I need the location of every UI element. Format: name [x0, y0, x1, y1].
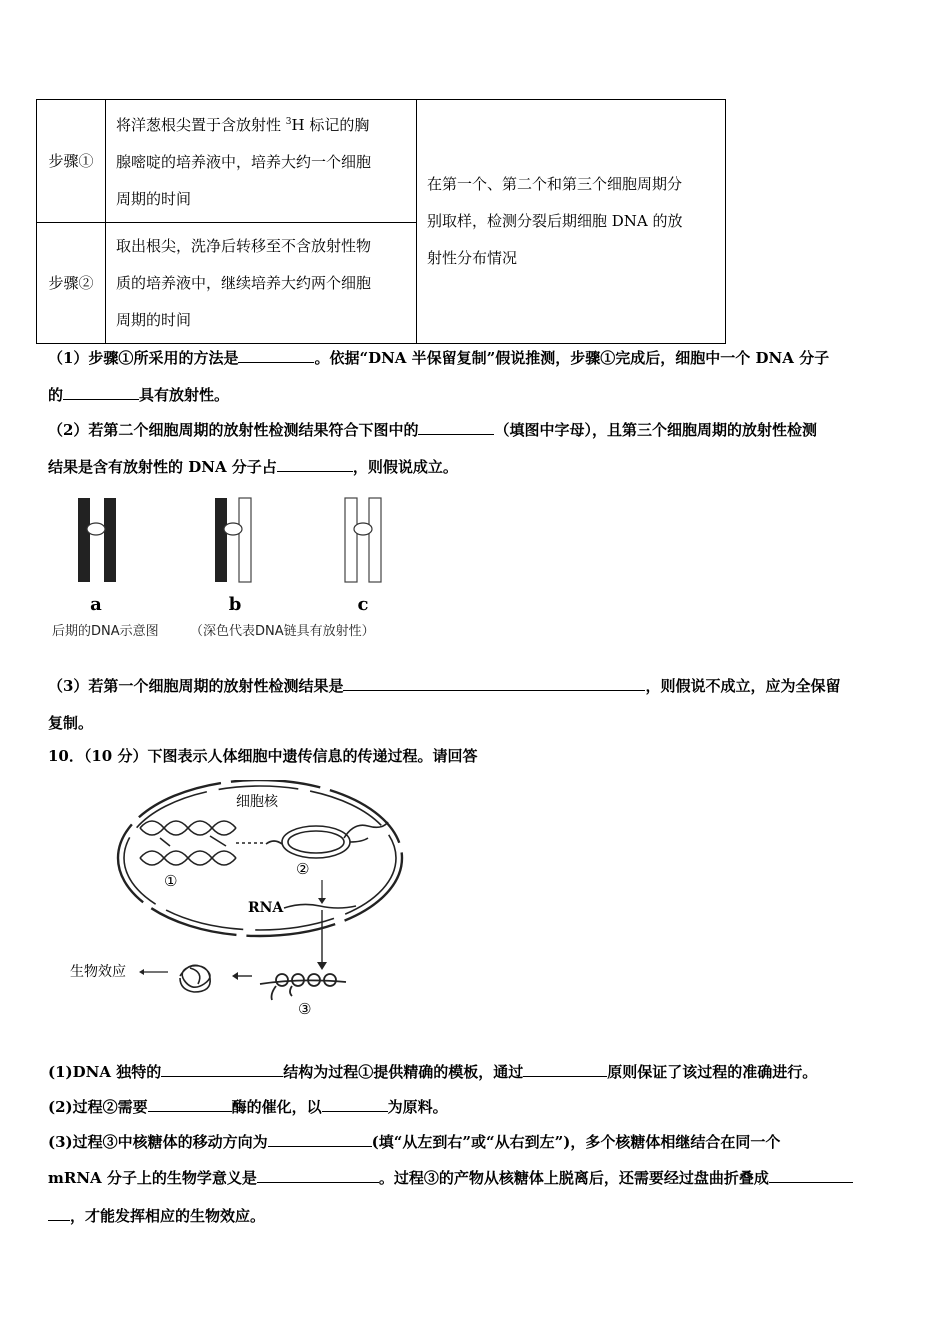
centromere-c: [354, 523, 372, 535]
result-description: 在第一个、第二个和第三个细胞周期分 别取样，检测分裂后期细胞 DNA 的放 射性分布情况: [417, 100, 726, 344]
answer-blank[interactable]: [322, 1097, 388, 1112]
step2-label: 步骤②: [37, 223, 106, 344]
answer-blank[interactable]: [148, 1097, 232, 1112]
q10-part3-line2: mRNA 分子上的生物学意义是 。过程③的产物从核糖体上脱离后，还需要经过盘曲折叠成: [48, 1168, 853, 1188]
step1-label: 步骤①: [37, 100, 106, 223]
cell-diagram: [60, 780, 420, 1030]
answer-blank[interactable]: [268, 1132, 372, 1147]
answer-blank[interactable]: [161, 1062, 283, 1077]
q9-part1-line2: 的 具有放射性。: [48, 386, 230, 404]
caption-left: 后期的DNA示意图: [52, 624, 159, 639]
answer-blank[interactable]: [418, 420, 494, 435]
folded-protein: [180, 965, 210, 992]
answer-blank[interactable]: [63, 385, 139, 400]
q9-part3-line1: （3）若第一个细胞周期的放射性检测结果是 ，则假说不成立，应为全保留: [48, 677, 841, 695]
answer-blank[interactable]: [769, 1168, 853, 1183]
q10-part3-line1: (3)过程③中核糖体的移动方向为 (填“从左到右”或“从右到左”)，多个核糖体相继结合在同一个: [48, 1133, 781, 1151]
q9-part1-line1: （1）步骤①所采用的方法是 。依据“DNA 半保留复制”假说推测，步骤①完成后，细胞中一个 DNA 分子: [48, 349, 830, 367]
q9-part2-line2: 结果是含有放射性的 DNA 分子占 ，则假说成立。: [48, 458, 458, 476]
export-arrowhead: [317, 962, 327, 970]
effect-arrowhead: [139, 969, 144, 975]
centromere-b: [224, 523, 242, 535]
answer-blank[interactable]: [238, 348, 314, 363]
dna-c: [345, 498, 381, 582]
dna-helix: [140, 821, 264, 865]
effect-label: 生物效应: [70, 964, 126, 980]
centromere-a: [87, 523, 105, 535]
dna-b: [215, 498, 251, 582]
answer-blank[interactable]: [257, 1168, 379, 1183]
q9-part3-line2: 复制。: [48, 714, 94, 732]
step1-description: 将洋葱根尖置于含放射性 $^3$H 标记的胸 腺嘧啶的培养液中，培养大约一个细胞 周期的时间: [106, 100, 417, 223]
transcription-bubble: [266, 822, 388, 858]
q10-part3-line3: ，才能发挥相应的生物效应。: [48, 1206, 265, 1226]
marker-3: ③: [298, 1000, 312, 1018]
dna-diagram: [48, 490, 408, 650]
dna-a: [78, 498, 116, 582]
answer-blank[interactable]: [343, 676, 645, 691]
label-a: a: [90, 594, 102, 615]
q10-title: 10．（10 分）下图表示人体细胞中遗传信息的传递过程。请回答: [48, 747, 478, 765]
q10-part1: (1)DNA 独特的 结构为过程①提供精确的模板，通过 原则保证了该过程的准确进行。: [48, 1063, 818, 1081]
caption-right: （深色代表DNA链具有放射性）: [190, 624, 375, 639]
fold-arrowhead: [232, 972, 238, 980]
marker-2: ②: [296, 860, 310, 878]
nucleus-label: 细胞核: [236, 794, 278, 810]
rna-label: RNA: [248, 900, 284, 916]
answer-blank[interactable]: [523, 1062, 607, 1077]
step2-description: 取出根尖，洗净后转移至不含放射性物 质的培养液中，继续培养大约两个细胞 周期的时间: [106, 223, 417, 344]
answer-blank[interactable]: [277, 457, 353, 472]
label-b: b: [228, 594, 242, 615]
rna-arrowhead: [318, 898, 326, 904]
experiment-table: [36, 99, 726, 344]
rna-strand: [284, 904, 356, 908]
label-c: c: [357, 594, 369, 615]
marker-1: ①: [164, 872, 178, 890]
ribosomes: [260, 974, 346, 1000]
answer-blank[interactable]: [48, 1206, 70, 1221]
q9-part2-line1: （2）若第二个细胞周期的放射性检测结果符合下图中的 （填图中字母），且第三个细胞周期的放射性检测: [48, 421, 817, 439]
q10-part2: (2)过程②需要 酶的催化，以 为原料。: [48, 1098, 448, 1116]
